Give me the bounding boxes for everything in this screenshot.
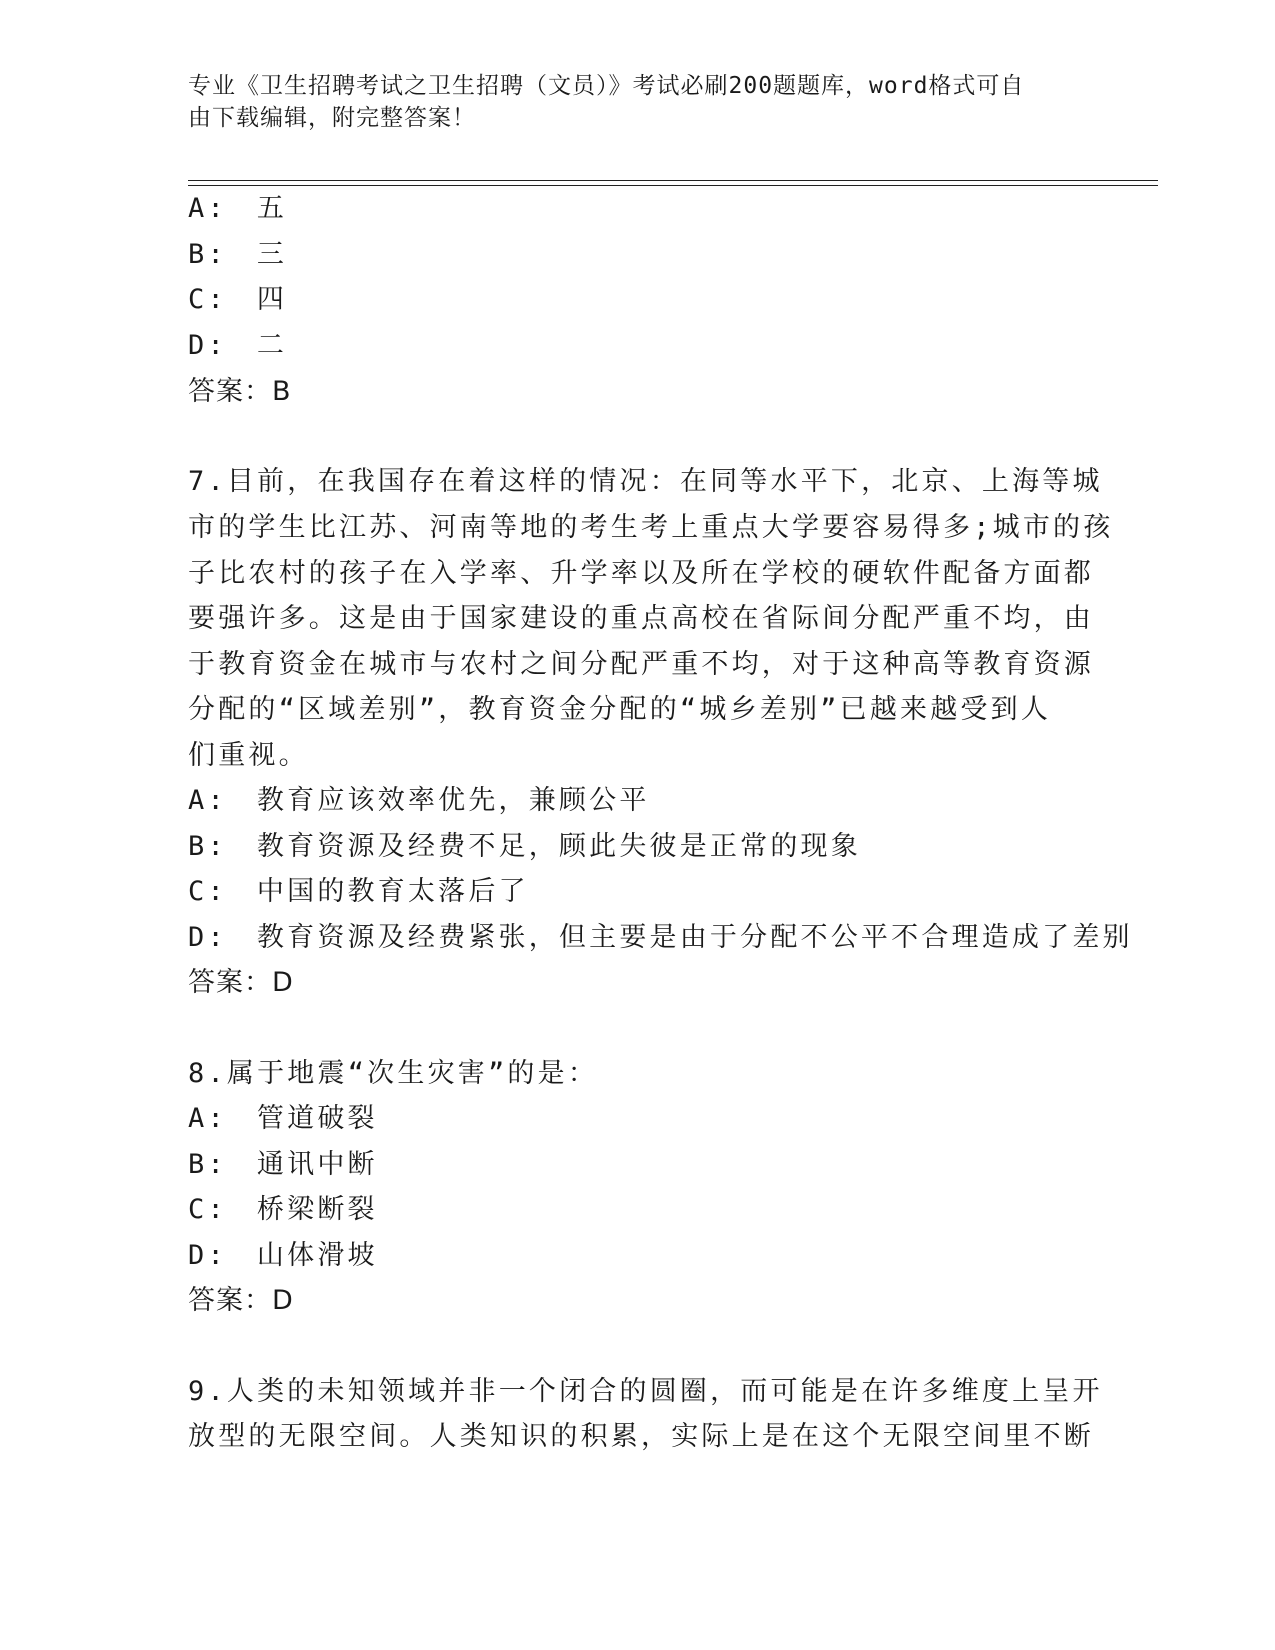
header-line-1: 专业《卫生招聘考试之卫生招聘（文员）》考试必刷200题题库，word格式可自 (188, 73, 1025, 99)
header-line-2: 由下载编辑，附完整答案！ (188, 105, 476, 131)
q9-stem-line-1: 9.人类的未知领域并非一个闭合的圆圈，而可能是在许多维度上呈开 (188, 1376, 1103, 1407)
header-divider-top (188, 180, 1158, 181)
q6-option-b: B: 三 (188, 239, 288, 270)
q8-answer: 答案：D (188, 1285, 294, 1316)
q7-stem-line-4: 要强许多。这是由于国家建设的重点高校在省际间分配严重不均，由 (188, 603, 1094, 634)
q7-stem-line-6: 分配的“区域差别”，教育资金分配的“城乡差别”已越来越受到人 (188, 694, 1052, 725)
q6-answer: 答案：B (188, 376, 292, 407)
header-divider-bottom (188, 185, 1158, 186)
q6-option-a: A: 五 (188, 193, 288, 224)
document-header (188, 70, 1068, 134)
q7-answer: 答案：D (188, 967, 294, 998)
q6-option-d: D: 二 (188, 330, 288, 361)
q8-option-b: B: 通讯中断 (188, 1149, 378, 1180)
q8-option-d: D: 山体滑坡 (188, 1240, 378, 1271)
q7-stem-line-5: 于教育资金在城市与农村之间分配严重不均，对于这种高等教育资源 (188, 649, 1094, 680)
q7-stem-line-1: 7.目前，在我国存在着这样的情况：在同等水平下，北京、上海等城 (188, 466, 1103, 497)
q8-option-c: C: 桥梁断裂 (188, 1194, 378, 1225)
q7-stem-line-2: 市的学生比江苏、河南等地的考生考上重点大学要容易得多;城市的孩 (188, 512, 1114, 543)
q7-option-d: D: 教育资源及经费紧张，但主要是由于分配不公平不合理造成了差别 (188, 922, 1133, 953)
q7-option-a: A: 教育应该效率优先，兼顾公平 (188, 785, 650, 816)
q6-option-c: C: 四 (188, 284, 288, 315)
q7-stem-line-7: 们重视。 (188, 740, 309, 771)
q7-option-b: B: 教育资源及经费不足，顾此失彼是正常的现象 (188, 831, 861, 862)
q8-stem-line-1: 8.属于地震“次生灾害”的是： (188, 1058, 599, 1089)
q8-option-a: A: 管道破裂 (188, 1103, 378, 1134)
q9-stem-line-2: 放型的无限空间。人类知识的积累，实际上是在这个无限空间里不断 (188, 1421, 1094, 1452)
q7-stem-line-3: 子比农村的孩子在入学率、升学率以及所在学校的硬软件配备方面都 (188, 558, 1094, 589)
q7-option-c: C: 中国的教育太落后了 (188, 876, 529, 907)
